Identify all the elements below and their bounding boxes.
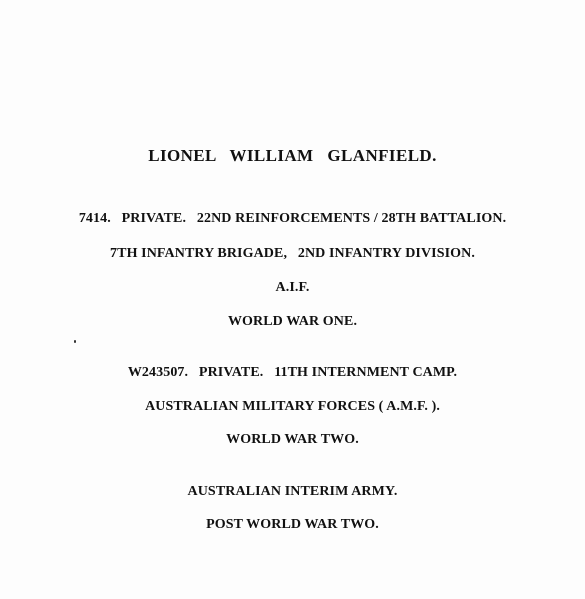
ww1-force: A.I.F. [275,280,310,295]
ww2-war: WORLD WAR TWO. [226,432,359,447]
scan-speck [74,340,76,343]
ww1-formation-line: 7TH INFANTRY BRIGADE, 2ND INFANTRY DIVISION. [110,246,475,261]
ww1-service-line: 7414. PRIVATE. 22ND REINFORCEMENTS / 28TH BATTALION. [78,211,507,226]
ww1-war: WORLD WAR ONE. [227,314,358,329]
post-war-force: AUSTRALIAN INTERIM ARMY. [187,484,398,499]
soldier-name: LIONEL WILLIAM GLANFIELD. [148,146,437,165]
ww2-force: AUSTRALIAN MILITARY FORCES ( A.M.F. ). [145,399,440,414]
ww2-service-line: W243507. PRIVATE. 11TH INTERNMENT CAMP. [127,365,458,380]
post-war-label: POST WORLD WAR TWO. [206,517,379,532]
